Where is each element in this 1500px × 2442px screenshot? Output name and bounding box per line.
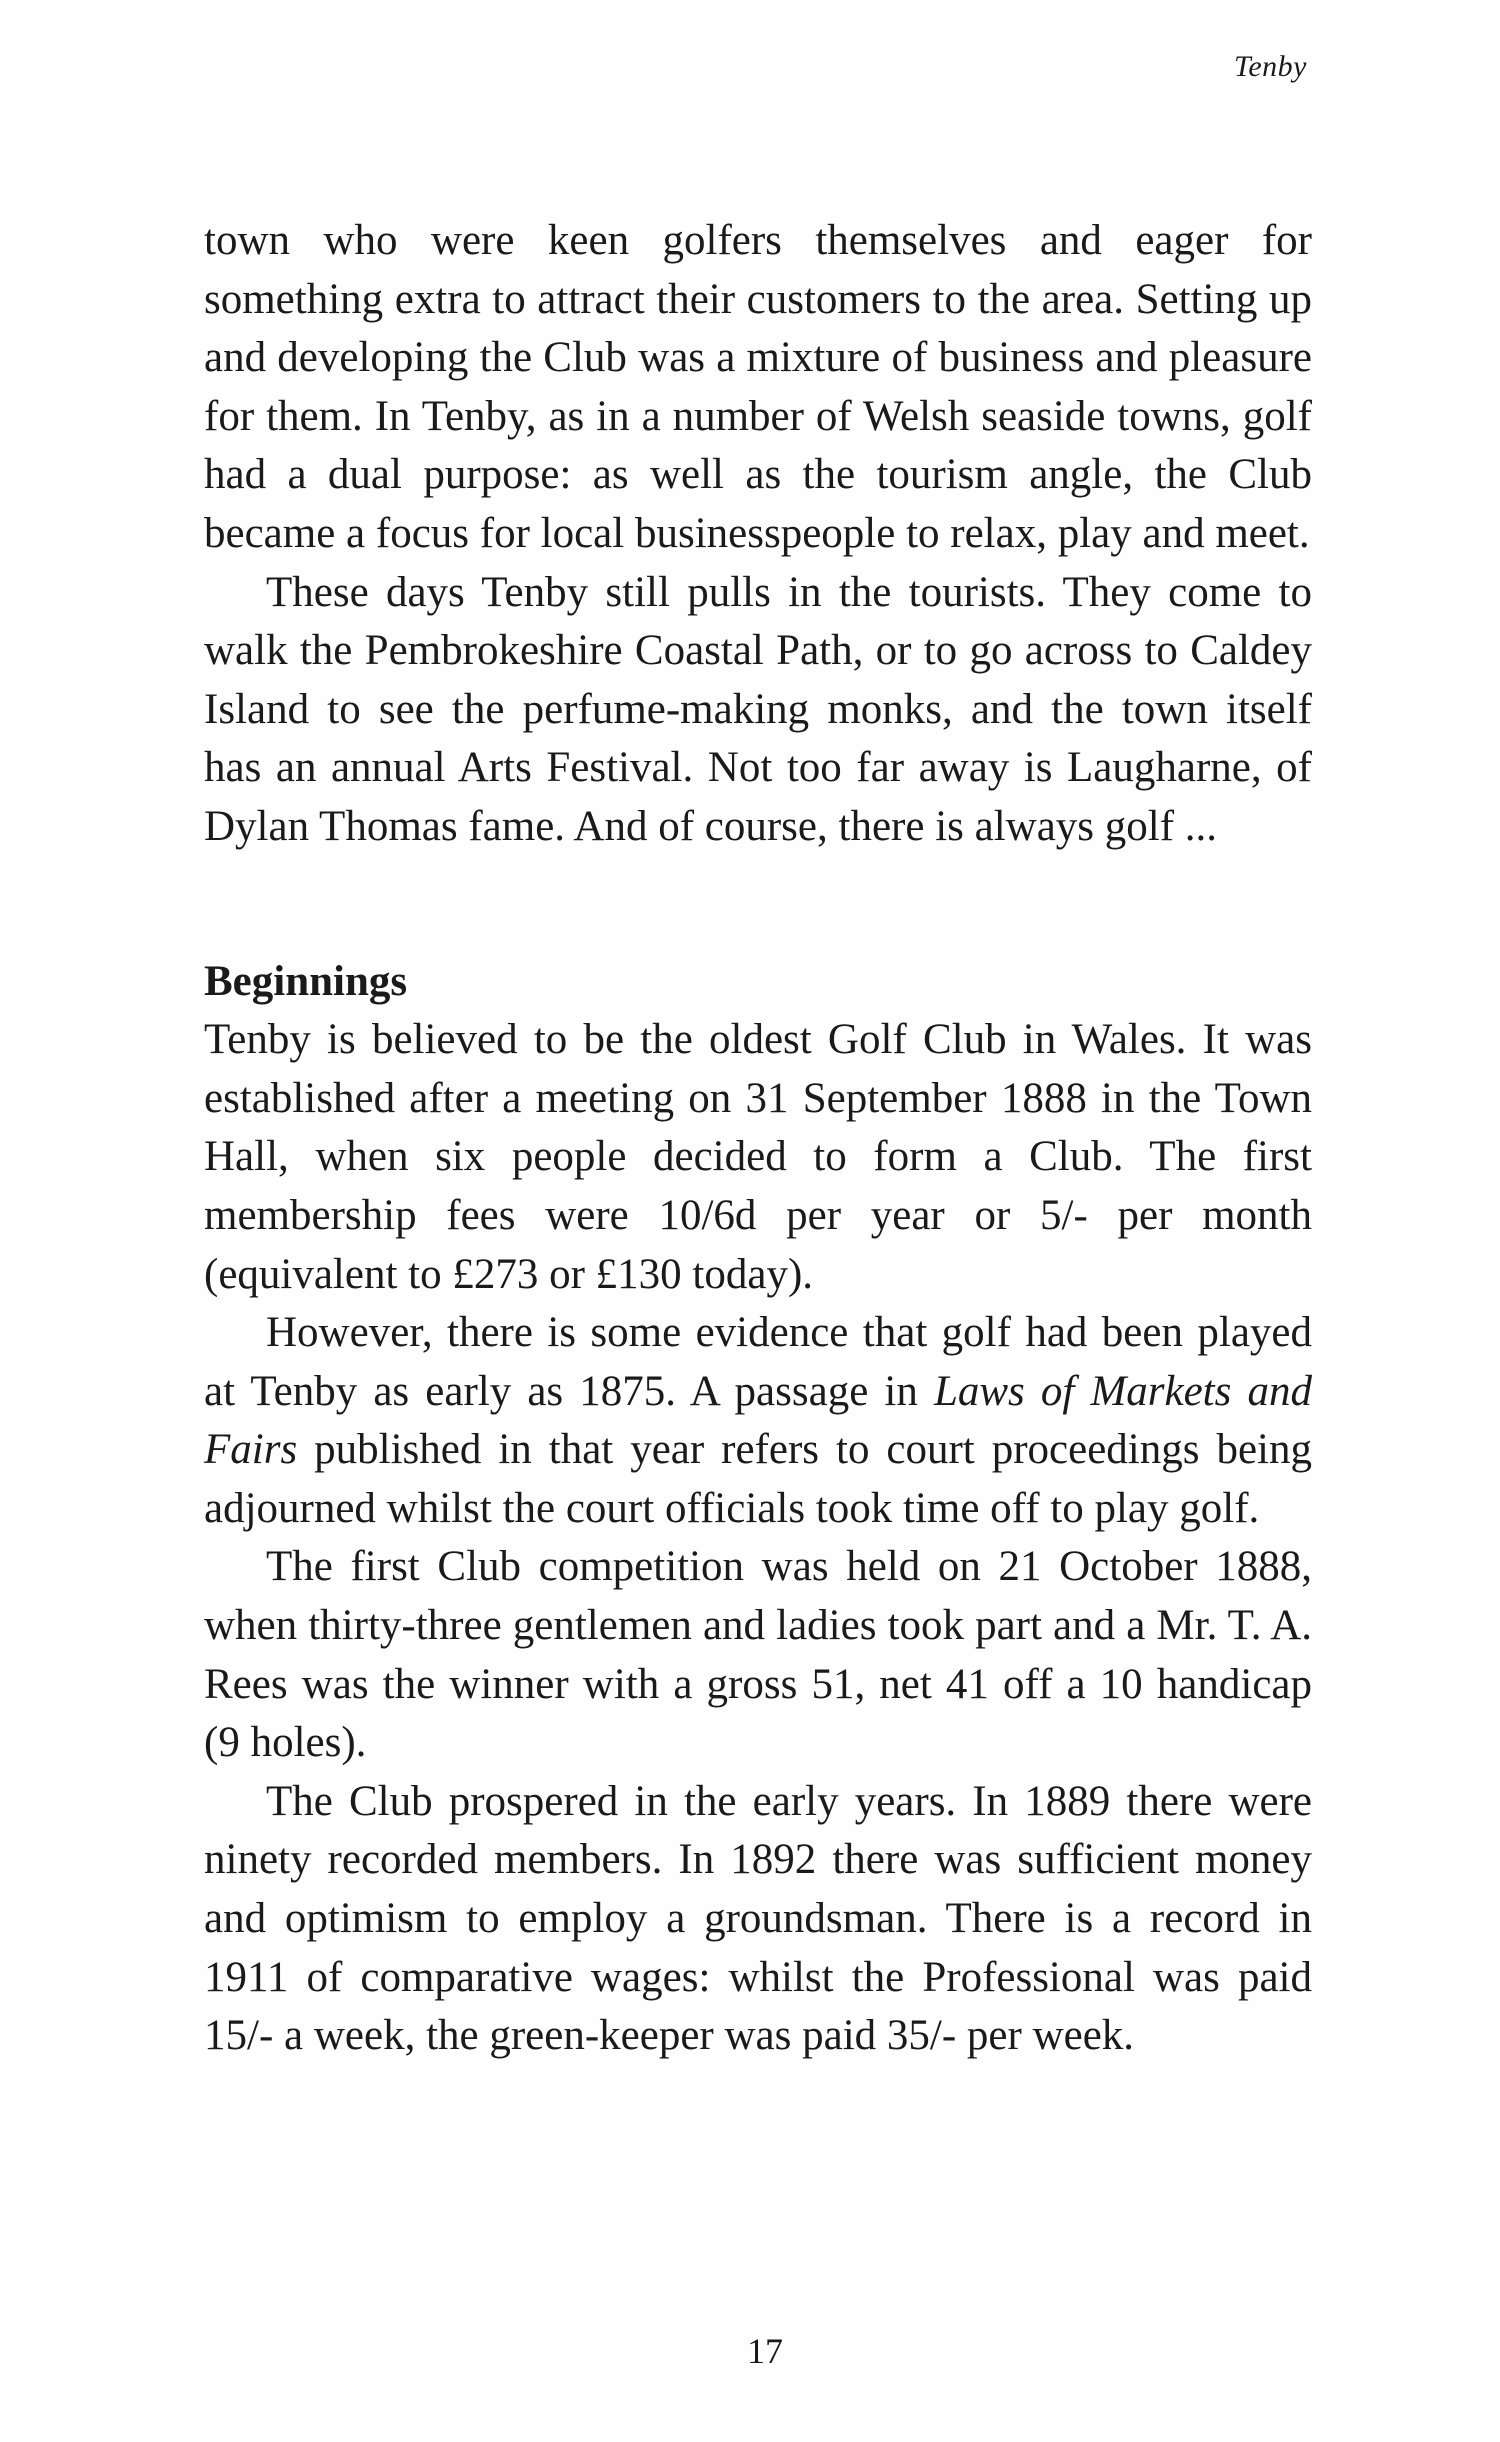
paragraph-oldest-club: Tenby is believed to be the oldest Golf Club in Wales. It was established after a meeting on 31 September 1888 in the Town Hall, when six people decided to form a Club. The first membership fees were 10/6d per year or 5/- per month (equivalent to £273 or £130 today). [204, 1016, 1312, 1298]
page-number: 17 [747, 2331, 783, 2371]
body-text [204, 212, 1312, 2066]
paragraph-prospered: The Club prospered in the early years. In 1889 there were ninety recorded members. In 1892 there was sufficient money and optimism to employ a groundsman. There is a record in 1911 of comparative wages: whilst the Professional was paid 15/- a week, the green-keeper was paid 35/- per week. [204, 1777, 1312, 2060]
section-spacer [204, 857, 1312, 953]
paragraph-evidence-text-after: published in that year refers to court proceedings being adjourned whilst the court officials took time off to play golf. [204, 1426, 1312, 1532]
paragraph-tourists: These days Tenby still pulls in the tourists. They come to walk the Pembrokeshire Coastal Path, or to go across to Caldey Island to see the perfume-making monks, and the town itself has an annual Arts Festival. Not too far away is Laugharne, of Dylan Thomas fame. And of course, there is always golf ... [204, 568, 1312, 850]
paragraph-evidence-text-before: However, there is some evidence that golf had been played at Tenby as early as 1875. A passage in [204, 1309, 1312, 1415]
paragraph-intro-continued: town who were keen golfers themselves and eager for something extra to attract their customers to the area. Setting up and developing the Club was a mixture of business and pleasure for them. In Tenby, as in a number of Welsh seaside towns, golf had a dual purpose: as well as the tourism angle, the Club became a focus for local businesspeople to relax, play and meet. [204, 217, 1312, 557]
paragraph-first-competition: The first Club competition was held on 21 October 1888, when thirty-three gentlemen and ladies took part and a Mr. T. A. Rees was the winner with a gross 51, net 41 off a 10 handicap (9 holes). [204, 1543, 1312, 1767]
running-head: Tenby [1233, 50, 1307, 83]
paragraph-evidence-1875 [204, 1304, 1312, 1538]
section-heading-beginnings: Beginnings [204, 957, 408, 1005]
book-title-laws-of-markets: Laws of Markets and Fairs [204, 1367, 1312, 1474]
